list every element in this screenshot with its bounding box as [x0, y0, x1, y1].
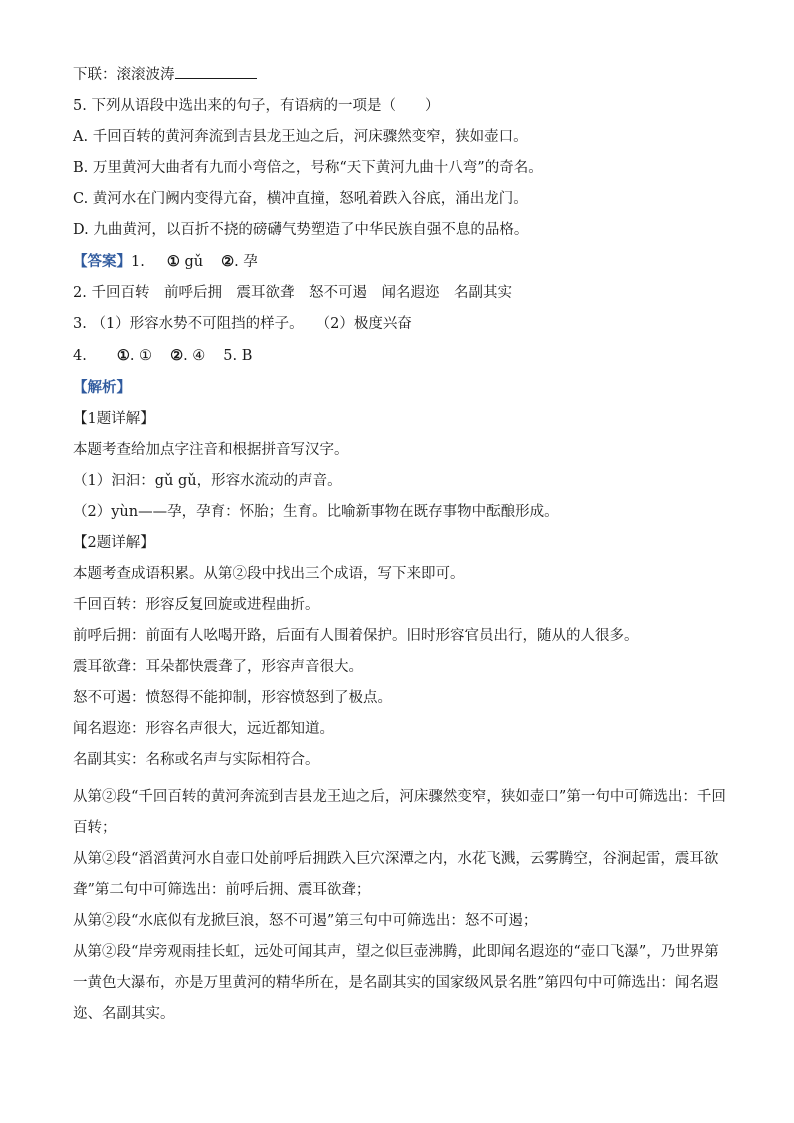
answer-1-part-2: . 孕 — [234, 254, 258, 270]
question-5-option-a: A. 千回百转的黄河奔流到吉县龙王辿之后，河床骤然变窄，狭如壶口。 — [73, 129, 528, 145]
answer-4-marker-2: ② — [170, 347, 184, 364]
answer-1-part-1: gǔ — [184, 254, 204, 270]
question-5-option-d: D. 九曲黄河，以百折不挠的磅礴气势塑造了中华民族自强不息的品格。 — [73, 222, 529, 238]
answer-line-2: 2. 千回百转 前呼后拥 震耳欲聋 怒不可遏 闻名遐迩 名副其实 — [73, 285, 512, 301]
analysis-q1-item-1: （1）汩汩：gǔ gǔ，形容水流动的声音。 — [73, 473, 342, 489]
analysis-tag: 【解析】 — [73, 379, 131, 396]
idiom-def-1: 千回百转：形容反复回旋或进程曲折。 — [73, 597, 320, 613]
answer-1-marker-2: ② — [221, 253, 235, 270]
source-sentence-2: 从第②段“滔滔黄河水自壶口处前呼后拥跌入巨穴深潭之内，水花飞溅，云雾腾空，谷涧起雷，震耳欲聋”第二句中可筛选出：前呼后拥、震耳欲聋； — [73, 851, 719, 898]
question-5-option-b: B. 万里黄河大曲者有九而小弯倍之，号称“天下黄河九曲十八弯”的奇名。 — [73, 160, 543, 176]
idiom-def-4: 怒不可遏：愤怒得不能抑制，形容愤怒到了极点。 — [73, 690, 392, 706]
analysis-q2-heading: 【2题详解】 — [73, 535, 155, 551]
answer-4-marker-1: ① — [116, 347, 130, 364]
answer-1-number: 1. — [131, 254, 145, 270]
answer-5: 5. B — [223, 348, 253, 364]
source-sentence-1: 从第②段“千回百转的黄河奔流到吉县龙王辿之后，河床骤然变窄，狭如壶口”第一句中可筛选出：千回百转； — [73, 789, 726, 836]
idiom-def-3: 震耳欲聋：耳朵都快震聋了，形容声音很大。 — [73, 659, 363, 675]
answer-line-3 — [73, 315, 733, 334]
question-5-option-c: C. 黄河水在门阙内变得亢奋，横冲直撞，怒吼着跌入谷底，涌出龙门。 — [73, 191, 528, 207]
answer-blank — [175, 64, 257, 79]
answer-line-4 — [73, 346, 733, 366]
answer-4-part-2: . ④ — [183, 348, 206, 364]
answer-tag: 【答案】 — [73, 253, 131, 270]
answer-4-part-1: . ① — [129, 348, 153, 364]
idiom-def-6: 名副其实：名称或名声与实际相符合。 — [73, 752, 320, 768]
analysis-q1-item-2: （2）yùn——孕，孕育：怀胎；生育。比喻新事物在既存事物中酝酿形成。 — [73, 504, 559, 520]
analysis-line — [73, 378, 733, 398]
question-5-stem: 5. 下列从语段中选出来的句子，有语病的一项是（ ） — [73, 98, 440, 114]
idiom-def-5: 闻名遐迩：形容名声很大，远近都知道。 — [73, 721, 334, 737]
source-sentence-3: 从第②段“水底似有龙掀巨浪，怒不可遏”第三句中可筛选出：怒不可遏； — [73, 913, 538, 929]
couplet-lower-line — [73, 64, 733, 85]
answer-3-part-1: 3. （1）形容水势不可阻挡的样子。 — [73, 316, 304, 332]
idiom-def-2: 前呼后拥：前面有人吆喝开路，后面有人围着保护。旧时形容官员出行，随从的人很多。 — [73, 628, 639, 644]
couplet-lower-text: 下联：滚滚波涛 — [73, 67, 175, 83]
source-sentence-4: 从第②段“岸旁观雨挂长虹，远处可闻其声，望之似巨壶沸腾，此即闻名遐迩的“壶口飞瀑”，乃世界第一黄色大瀑布，亦是万里黄河的精华所在，是名副其实的国家级风景名胜”第四句中可筛选出：闻名遐迩、名副其实。 — [73, 944, 719, 1022]
answer-4-number: 4. — [73, 348, 87, 364]
analysis-q1-heading: 【1题详解】 — [73, 411, 155, 427]
answer-1-marker-1: ① — [166, 253, 180, 270]
answer-line-1 — [73, 252, 733, 272]
answer-3-part-2: （2）极度兴奋 — [315, 316, 412, 332]
analysis-q1-intro: 本题考查给加点字注音和根据拼音写汉字。 — [73, 442, 349, 458]
analysis-q2-intro: 本题考查成语积累。从第②段中找出三个成语，写下来即可。 — [73, 566, 465, 582]
document-body — [73, 64, 733, 1030]
